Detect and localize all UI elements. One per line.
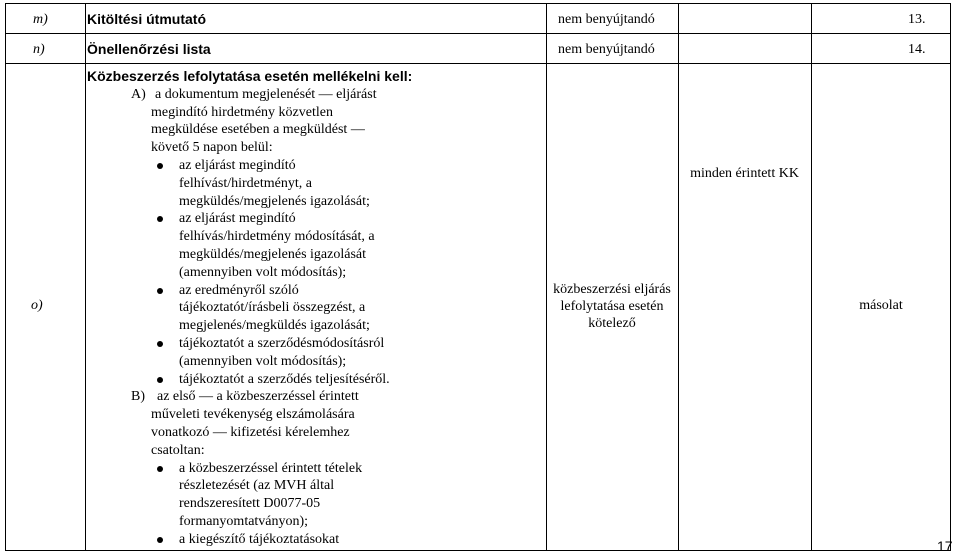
bullet-item [157, 531, 412, 549]
bullet-icon [157, 341, 163, 347]
row-title: Önellenőrzési lista [87, 41, 211, 57]
table-row [5, 63, 951, 551]
bullet-line: tájékoztatót a szerződés teljesítéséről. [179, 371, 390, 387]
condition-line: lefolytatása esetén [560, 299, 664, 314]
section-b-label: B) [131, 389, 145, 405]
section-b-bullets [157, 460, 412, 549]
section-b [87, 388, 412, 459]
bullet-line: felhívás/hirdetmény módosítását, a [179, 229, 375, 245]
bullet-item [157, 157, 412, 210]
row-title: Kitöltési útmutató [87, 11, 206, 27]
bullet-line: a kiegészítő tájékoztatásokat [179, 531, 340, 547]
requirements-list [87, 68, 412, 549]
bullet-line: megküldés/megjelenés igazolását; [179, 193, 370, 209]
row-letter: m) [33, 12, 48, 27]
bullet-line: formanyomtatványon); [179, 513, 309, 529]
section-b-line: csatoltan: [151, 442, 205, 458]
bullet-line: a közbeszerzéssel érintett tételek [179, 460, 363, 476]
bullet-line: tájékoztatót/írásbeli összegzést, a [179, 300, 366, 316]
bullet-item [157, 282, 412, 335]
bullet-line: (amennyiben volt módosítás); [179, 353, 347, 369]
bullet-line: (amennyiben volt módosítás); [179, 264, 347, 280]
bullet-icon [157, 377, 163, 383]
bullet-line: rendszeresített D0077-05 [179, 496, 321, 512]
section-b-line: vonatkozó — kifizetési kérelemhez [151, 424, 350, 440]
bullet-line: tájékoztatót a szerződésmódosításról [179, 335, 385, 351]
bullet-item [157, 460, 412, 531]
row-status: nem benyújtandó [558, 42, 655, 57]
bullet-icon [157, 466, 163, 472]
bullet-item [157, 335, 412, 371]
section-a [87, 86, 412, 157]
requirements-heading: Közbeszerzés lefolytatása esetén mellékelni kell: [87, 68, 413, 84]
bullet-line: az eljárást megindító [179, 211, 296, 227]
section-a-line: megküldése esetében a megküldést — [151, 122, 365, 138]
bullet-line: részletezését (az MVH által [179, 478, 335, 494]
bullet-line: megküldés/megjelenés igazolását [179, 246, 366, 262]
scope-text: minden érintett KK [690, 166, 799, 181]
section-a-line: megindító hirdetmény közvetlen [151, 104, 333, 120]
bullet-icon [157, 288, 163, 294]
bullet-line: megjelenés/megküldés igazolását; [179, 318, 370, 334]
table-row [5, 3, 951, 34]
table-row [5, 33, 951, 64]
condition-line: közbeszerzési eljárás [553, 282, 671, 297]
row-number: 13. [908, 12, 926, 27]
condition-line: kötelező [588, 316, 636, 331]
bullet-item [157, 371, 412, 389]
bullet-line: az eredményről szóló [179, 282, 299, 298]
row-letter: o) [31, 298, 43, 313]
section-a-line: követő 5 napon belül: [151, 140, 273, 156]
bullet-line: felhívást/hirdetményt, a [179, 175, 312, 191]
condition-text [546, 281, 678, 332]
bullet-line: az eljárást megindító [179, 157, 296, 173]
bullet-item [157, 210, 412, 281]
row-letter: n) [33, 42, 45, 57]
section-b-line: műveleti tevékenység elszámolására [151, 407, 355, 423]
section-a-line: a dokumentum megjelenését — eljárást [155, 86, 377, 102]
row-number: 14. [908, 42, 926, 57]
form-text: másolat [859, 298, 903, 313]
section-a-label: A) [131, 86, 146, 102]
section-b-line: az első — a közbeszerzéssel érintett [157, 389, 359, 405]
section-a-bullets [157, 157, 412, 388]
page-number: 17 [937, 538, 953, 554]
bullet-icon [157, 163, 163, 169]
bullet-icon [157, 537, 163, 543]
bullet-icon [157, 216, 163, 222]
row-status: nem benyújtandó [558, 12, 655, 27]
